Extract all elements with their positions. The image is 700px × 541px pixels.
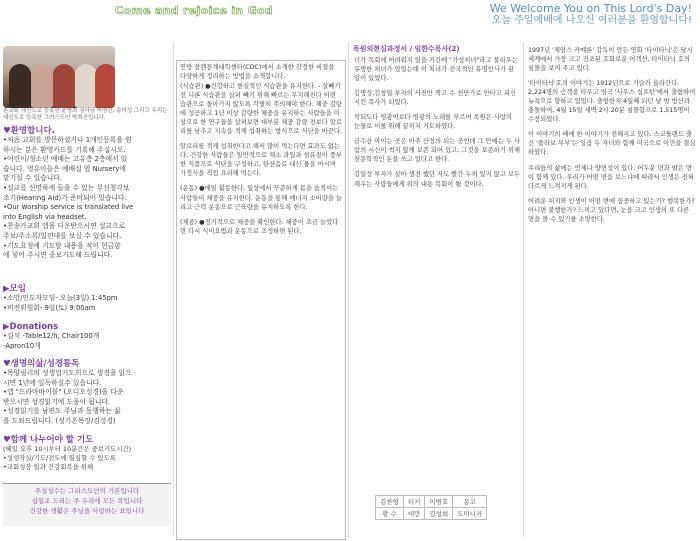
donor-cell: 몽고 [453,496,487,508]
article-paragraph: 김일성 부자가 살아 생전 했던 자도 빨간 두꺼 있지 않고 모두 재우는 사람들에게 위의 내용 목회이 될 것이다. [354,171,521,188]
welcome-line: 습니다. 영유아들은 예배실 옆 Nursery에 [3,164,126,173]
welcome-heading: ♥환영합니다. [3,126,55,136]
donation-line: -Apron10개 [3,341,41,350]
footer-motto [3,483,171,526]
header-welcome [480,3,692,27]
article-paragraph: '타이타닉'호의 이야기는 1912년으로 거슬러 올라간다. 2,224명의 승객을 타우고 영국 '사우스 실프턴'에서 출항하여 뉴욕으로 향하고 있었다. 출항한지 4일째 되던 날 밤 빙산과 충돌하여, 4월 15일 새벽 2시 20분 침몰함으로 1,515명이 수장되었다. [528,80,696,124]
article-paragraph: 어려운 처지와 인생이 어떤 면에 집중하고 있는가? 행복한가? 아니면 불행한가? 느끼고 있다면, 눈을 크고 인생의 또 다른 면을 볼 수 있기를 소망한다. [528,197,695,223]
newcomers-photo [3,46,115,108]
prayer-heading: ♥함께 나누어야 할 기도 [3,435,94,445]
meeting-section [3,282,171,313]
life-line: •앱 "드라마바이블" (오디오성경)을 다운 [3,388,124,397]
donor-cell: 김찬영 [376,496,404,508]
prayer-line: (혜일 오후 10시부터 10분간은 중보기도시간) [3,445,132,453]
life-line: 을 도와드립니다. (성기온목장/김성경) [3,416,116,425]
welcome-line: •실교를 선명하게 들을 수 있는 무선청각보 [3,183,130,192]
life-line: •목양필리의 성생업기도희으로 생경을 읽으 [3,369,132,377]
photo-caption: 본교회 새신도로 등록한 윤병희 권사님 박영란, 송미성 그리고 우리는 새신도로 등록한 그러스도인 박희진입니다. [3,108,168,121]
life-list [3,369,171,427]
donor-row [376,508,487,520]
meeting-list [3,294,171,313]
health-intro: 연방 잘렌통계대학센터(CDC)에서 소개한 감정한 비결을 다양하게 정리하는 방법을 소개합니다. [180,64,335,81]
life-line: 받으시면 성경읽기에 도움이 됩니다. [3,397,111,406]
donor-cell: 황 수 [376,508,404,520]
donor-cell: 도미니카 [453,508,487,520]
donation-heading: ▶Donations [3,322,59,332]
life-heading: ♥생명의삶/성경통독 [3,359,80,369]
column-divider [348,42,349,537]
meeting-line: •소망/인도자모임- 오늘(3일) 1:45pm [3,294,118,302]
welcome-line: 맡기실 수 있습니다. [3,174,63,183]
donor-row [376,496,487,508]
motto-line: 주성성수는 그리스도인의 기본입니다 [34,487,140,495]
article-paragraph: (운동) ●매일 활동한다. 일상에서 꾸준하게 몸을 움직이는 사람들이 체중을 유지한다. 운동을 통해 에너지 소비량을 늘리고 근력 운동으로 근육량을 유지하도록 한다. [180,185,342,211]
welcome-line: 하시는 분은 환영카드를 기록해 주십시오. [3,145,126,154]
meeting-heading: ▶모임 [3,284,26,294]
header-welcome-ko: 오늘 주일예배에 나오신 여러분을 환영합니다! [491,15,692,26]
prayer-line: •교회성장 일과 건강회복을 위해 [3,463,94,472]
titanic-article-body [528,46,696,230]
donation-line: •김석 -Table12/h, Chair100개 [3,332,100,340]
meeting-line: •비전위원회- 9일(토) 9:00am [3,303,96,312]
welcome-list [3,136,171,261]
article-paragraph: 김명성,김창일 부자의 사진만 찍고 수 천만가로 안타고 피신시킨 목사가 되었다. [354,90,516,107]
column-article-body [354,56,520,195]
mission-donors-table [375,495,487,520]
donation-list [3,332,171,351]
donor-cell: 이범호 [425,496,453,508]
welcome-line: •처음 교회를 방문하셨거나 1개인등록을 원 [3,136,132,144]
header-welcome-en: We Welcome You on This Lord's Day! [489,2,692,15]
welcome-line: •기도요청에 기도할 내용을 적어 헌금함 [3,241,121,250]
welcome-section [3,124,171,261]
welcome-line: •Our worship service is translated live [3,203,134,212]
donor-cell: 김성희 [425,508,453,520]
column-title: 목원의현심과정서 / 임한수목사(2) [353,45,460,53]
life-line: 시면 1년에 일독하실수 있습니다. [3,378,102,387]
welcome-line: into English via headset. [3,212,87,221]
prayer-list [3,445,171,473]
motto-line: 건강한 생활은 주님을 사랑하는 표입니다 [29,507,145,515]
prayer-line: •성생작실/기도/전도에 열심할 수 있도록 [3,454,116,463]
health-article-body [180,82,342,242]
article-paragraph: 알로리를 적게 섭취한다고 해서 많이 먹는다면 효과도 없는다. 건강한 사람들은 일반적으로 채소 과일과 섬유질이 풍부한 식품으로 식단을 구성하고, 탄산음료 대신 물을 마시며 가정식을 직접 요리해 먹는다. [180,143,342,178]
motto-line: 십일조 드리는 주 우리에 모든 복입니다 [31,497,143,505]
welcome-line: 조기(Hearing Aid)가 준비되어 있습니다. [3,193,127,202]
article-paragraph: (식습관) ●건강하고 현실적인 식습관을 유지한다. - 살빼기 전 니론 식습관을 살펴 빼기 위해 빠르는 무지해진다 이번 습관으로 돌아가지 않도록 각별히 주의해야 한다. 체중 감량에 성공하고 1년 이상 감량한 체중을 유지하는 사람들을 이상으로 한 연구들을 살펴보면 대부분 체중 감량 전보다 알로리를 낮추고 지속을 적게 섭취하는 방식으로 식단을 바꾼다. [180,83,342,136]
column-divider [173,42,174,537]
article-paragraph: (체중) ●정기적으로 체중을 확인한다. 체중이 조금 늘었다면 다시 식이요법과 운동으로 조정하면 된다. [180,218,339,235]
article-paragraph: 우리들의 삶에는 언제나 양면성이 있다. 어두운 면과 밝은 면이 함께 있다. 우리가 어떤 면을 보느냐에 따라서 인생은 전혀 다르게 느껴지게 된다. [528,164,695,190]
life-line: •성경읽기를 남편도 주님과 동행하는 삶 [3,407,121,416]
welcome-line: •어린이/청소년 예배는 고유층 2층에서 있 [3,155,128,164]
life-section [3,357,171,427]
article-paragraph: 북되도다 영광이로다 영광의 노래를 부르며 목원은 사랑의 눈물로 이를 위해 끝까지 기도하였다. [354,114,512,131]
donor-cell: 대만 [403,508,425,520]
article-paragraph: 1997년 '제임스 카메론' 감독이 만든 영화 '타이타닉'은 당시 세계에서 가장 크고 건조된 호화로운 여객선, 타이타닉 호의 침몰을 보여 주고 있다. [528,47,693,73]
header-title: Come and rejoice in God [115,4,273,17]
article-paragraph: 금수산 아이는 곳은 아주 산정의 되는 곳인데 그 안에는 두 사람의 시신이 썩지 않게 보존 되어 있고, 그것을 보존하기 위해 천문학적인 돈을 쓰고 있다고 한다. [354,138,521,164]
welcome-line: 에 넣어 주시면 중보기도해 드립니다. [3,251,113,260]
donation-section [3,322,171,351]
article-paragraph: 이 이야기의 배에 한 이야기가 전해지고 있다. 스코틀랜드 출신 '플라보 부부'는 일곱 두 자녀와 함께 미국으로 이민을 결심하였다. [528,131,696,157]
welcome-line: •찬송가교회 앱을 다운받으시면 설교으로 [3,222,126,231]
prayer-section [3,433,171,473]
article-paragraph: 너가 목회에 어려워지 있을 기간에 "가성처녀"라고 불리우는 유명한 처녀가 있었는데 이 처녀가 전국적인 유명인사가 된 일이 있었다. [354,57,518,83]
welcome-line: 주보/주소록/일련대를 보실 수 있습니다. [3,231,122,240]
donor-cell: 터키 [403,496,425,508]
column-divider [523,42,524,537]
